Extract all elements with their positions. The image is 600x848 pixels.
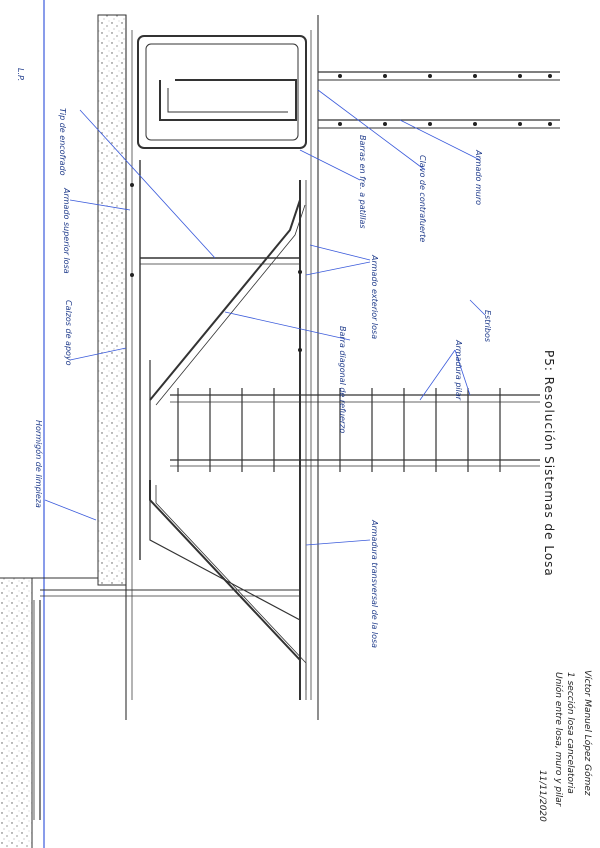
- diagonal-bar-upper: [150, 200, 300, 400]
- label-lp-line: L.P.: [16, 68, 25, 82]
- label-armadura-transversal: Armadura transversal de la losa: [370, 520, 379, 649]
- sheet-title: P5: Resolución Sistemas de Losa: [542, 350, 556, 577]
- label-barra-diagonal: Barra diagonal de refuerzo: [338, 326, 347, 434]
- label-hormigon-limpieza: Hormigón de limpieza: [34, 420, 43, 508]
- label-clavo-contrafuerte: Clavo de contrafuerte: [418, 155, 427, 243]
- label-armado-muro: Armado muro: [474, 150, 483, 206]
- retaining-wall: [98, 15, 126, 585]
- label-armado-exterior-losa: Armado exterior losa: [370, 255, 379, 340]
- label-armado-superior-losa: Armado superior losa: [62, 188, 71, 274]
- sheet-author: Víctor Manuel López Gómez: [582, 670, 592, 796]
- label-tip-encofrado: Tip de encofrado: [58, 108, 67, 176]
- slab-rebar-dots: [338, 74, 552, 126]
- label-calzos-apoyo: Calzos de apoyo: [64, 300, 73, 366]
- top-stirrup: [138, 36, 306, 148]
- label-barras-enfrentadas: Barras en fre. a patillas: [358, 135, 367, 229]
- diagonal-bar-lower: [150, 480, 300, 690]
- soil-hatch: [0, 578, 32, 848]
- label-armadura-pilar: Armadura pilar: [454, 340, 463, 401]
- label-estribos: Estribos: [483, 310, 492, 343]
- sheet-subtitle-2: Unión entre losa, muro y pilar: [553, 672, 563, 807]
- sheet-date: 11/11/2020: [537, 770, 547, 822]
- sheet-subtitle-1: 1 sección losa cancelatoria: [565, 672, 575, 794]
